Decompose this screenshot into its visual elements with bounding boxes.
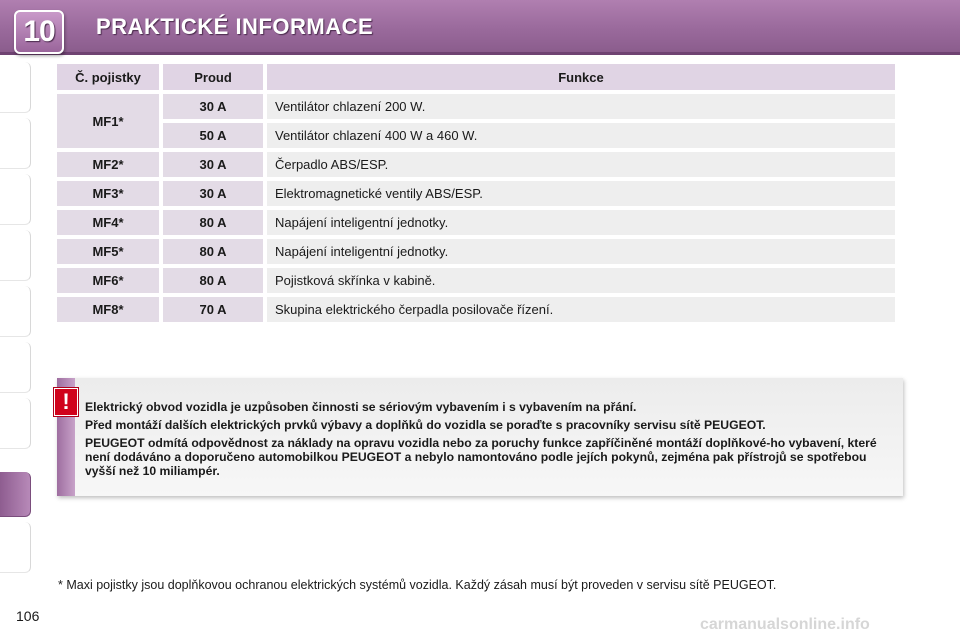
warning-text (85, 400, 897, 482)
chapter-tab-rail (0, 62, 34, 572)
warning-paragraph: Před montáží dalších elektrických prvků výbavy a doplňků do vozidla se poraďte s pracovníky servisu sítě PEUGEOT. (85, 418, 766, 432)
fuse-code: MF1* (57, 94, 159, 148)
fuse-current: 30 A (163, 152, 263, 177)
fuse-function: Napájení inteligentní jednotky. (267, 239, 895, 264)
column-header-current: Proud (163, 64, 263, 90)
fuse-code: MF5* (57, 239, 159, 264)
table-row (57, 239, 895, 264)
fuse-function: Pojistková skřínka v kabině. (267, 268, 895, 293)
table-header-row (57, 64, 895, 90)
fuse-current: 30 A (163, 94, 263, 119)
fuse-function: Elektromagnetické ventily ABS/ESP. (267, 181, 895, 206)
fuse-function: Ventilátor chlazení 200 W. (267, 94, 895, 119)
page-title: PRAKTICKÉ INFORMACE (96, 14, 374, 39)
exclamation-icon: ! (54, 388, 78, 416)
column-header-fuse-number: Č. pojistky (57, 64, 159, 90)
fuse-current: 80 A (163, 268, 263, 293)
table-row (57, 123, 895, 148)
warning-paragraph: PEUGEOT odmítá odpovědnost za náklady na opravu vozidla nebo za poruchy funkce zapříčiněné montáží doplňkové-ho vybavení, které není dodáváno a doporučeno automobilkou PEUGEOT a nebylo namontováno podle jejích pokynů, zejména pak přístrojů se spotřebou vyšší než 10 miliampér. (85, 436, 877, 478)
table-row (57, 297, 895, 322)
chapter-tab[interactable] (0, 174, 31, 225)
chapter-tab[interactable] (0, 118, 31, 169)
fuse-code: MF4* (57, 210, 159, 235)
chapter-tab[interactable] (0, 522, 31, 573)
chapter-tab[interactable] (0, 230, 31, 281)
fuse-code: MF8* (57, 297, 159, 322)
fuse-code: MF6* (57, 268, 159, 293)
warning-paragraph: Elektrický obvod vozidla je uzpůsoben činnosti se sériovým vybavením i s vybavením na přání. (85, 400, 637, 414)
fuse-current: 70 A (163, 297, 263, 322)
table-row (57, 152, 895, 177)
chapter-badge: 10 (14, 10, 64, 54)
table-row (57, 210, 895, 235)
fuse-current: 80 A (163, 210, 263, 235)
table-row (57, 268, 895, 293)
fuse-current: 30 A (163, 181, 263, 206)
page-number: 106 (16, 608, 40, 624)
table-row (57, 181, 895, 206)
chapter-tab[interactable] (0, 342, 31, 393)
fuse-function: Napájení inteligentní jednotky. (267, 210, 895, 235)
column-header-function: Funkce (267, 64, 895, 90)
fuse-function: Čerpadlo ABS/ESP. (267, 152, 895, 177)
fuse-current: 80 A (163, 239, 263, 264)
watermark: carmanualsonline.info (700, 616, 870, 633)
fuse-function: Ventilátor chlazení 400 W a 460 W. (267, 123, 895, 148)
table-row (57, 94, 895, 119)
fuse-current: 50 A (163, 123, 263, 148)
chapter-tab[interactable] (0, 286, 31, 337)
header-divider (0, 52, 960, 55)
chapter-tab[interactable] (0, 398, 31, 449)
footnote: * Maxi pojistky jsou doplňkovou ochranou elektrických systémů vozidla. Každý zásah musí být proveden v servisu sítě PEUGEOT. (58, 578, 777, 592)
chapter-tab[interactable] (0, 62, 31, 113)
fuse-code: MF3* (57, 181, 159, 206)
fuse-table (53, 60, 899, 326)
fuse-code: MF2* (57, 152, 159, 177)
fuse-function: Skupina elektrického čerpadla posilovače řízení. (267, 297, 895, 322)
chapter-tab-active[interactable] (0, 472, 31, 517)
